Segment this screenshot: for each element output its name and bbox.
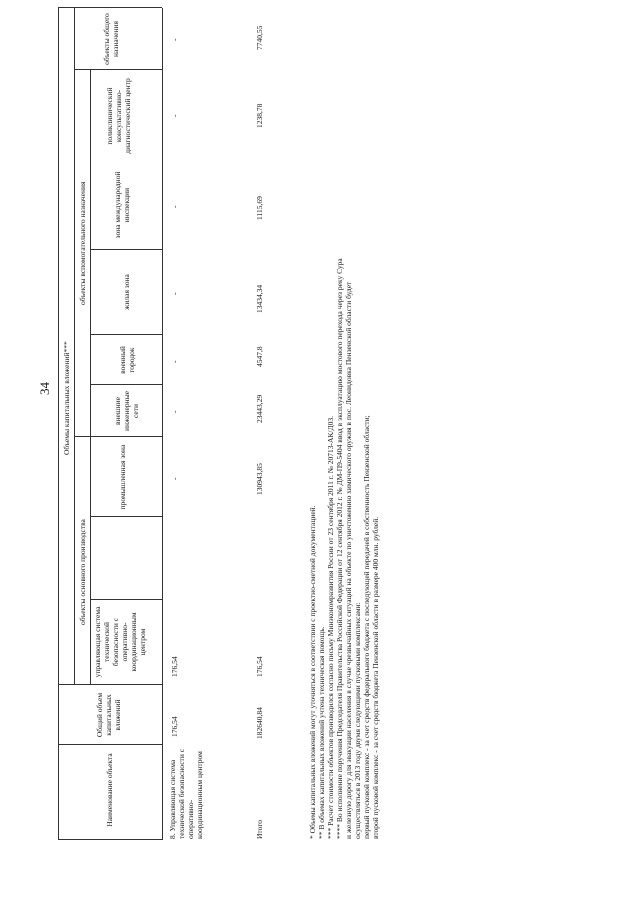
header-col-control: управляющая система технической безопасности с оперативно-координационным центром bbox=[93, 606, 147, 678]
header-bottom-border bbox=[162, 8, 163, 840]
header-main-production: объекты основного производства bbox=[78, 519, 87, 625]
header-volumes: Объемы капитальных вложений*** bbox=[62, 341, 71, 455]
page-number: 34 bbox=[37, 382, 52, 395]
col-divider-military bbox=[90, 384, 162, 385]
row-8-clinic: - bbox=[170, 114, 179, 117]
header-name: Наименование объекта bbox=[105, 753, 114, 827]
footnote-3: *** Расчет стоимости объектов производился согласно письму Минэкономразвития России от 23 сентября 2011 г. № 20713-АК/Д03. bbox=[326, 416, 335, 839]
row-8-inspection: - bbox=[170, 205, 179, 208]
header-col-clinic: поликлинический консультативно-диагностический центр bbox=[105, 78, 132, 154]
row-8-control: 176,54 bbox=[170, 656, 179, 677]
total-row-clinic: 1238,78 bbox=[255, 103, 264, 128]
col-divider-control bbox=[90, 599, 162, 600]
footnote-2: ** В объемах капитальных вложений учтена техническая помощь. bbox=[317, 626, 326, 839]
row-8-general: - bbox=[170, 38, 179, 41]
total-row-total: 182640,84 bbox=[255, 707, 264, 739]
row-8-name: 8. Управляющая система технической безопасности с оперативно-координационным центром bbox=[168, 748, 204, 839]
header-total: Общий объем капитальных вложений bbox=[95, 692, 122, 738]
header-col-industrial: промышленная зона bbox=[118, 444, 127, 510]
row-8-residential: - bbox=[170, 292, 179, 295]
header-col-inspection: зона международной инспекции bbox=[113, 171, 131, 239]
col-divider-clinic bbox=[74, 69, 162, 70]
total-row-inspection: 1115,69 bbox=[255, 196, 264, 220]
total-row-control: 176,54 bbox=[255, 656, 264, 677]
col-divider-residential bbox=[90, 334, 162, 335]
total-row-residential: 13434,34 bbox=[255, 284, 264, 313]
total-row-industrial: 130943,85 bbox=[255, 463, 264, 495]
col-divider-name bbox=[58, 744, 162, 745]
header-general: объекты общего назначения bbox=[102, 13, 120, 65]
footnote-7: первый пусковой комплекс - за счет средств федерального бюджета с последующей передачей в собственность Пензенской области; bbox=[362, 415, 371, 839]
header-col-external: внешние инженерные сети bbox=[113, 391, 140, 431]
header-col-military: военный городок bbox=[118, 346, 136, 374]
header-divider-2 bbox=[90, 70, 91, 685]
table-top-border bbox=[58, 8, 59, 840]
table-left-border bbox=[58, 839, 162, 840]
footnote-6: осуществляться в 2013 году двумя следующими пусковыми комплексами: bbox=[353, 602, 362, 839]
total-row-name: Итого bbox=[255, 820, 264, 839]
row-8-industrial: - bbox=[170, 477, 179, 480]
footnote-4: **** Во исполнение поручения Председателя Правительства Российской Федерации от 12 сентября 2012 г. № ДМ-П9-5404 ввод в эксплуатацию мостового перехода через реку Сура bbox=[335, 258, 344, 839]
col-divider-total bbox=[58, 684, 162, 685]
header-col-residential: жилая зона bbox=[122, 274, 131, 310]
footnote-8: второй пусковой комплекс - за счет средств бюджета Пензенской области в размере 400 млн. рублей. bbox=[371, 516, 380, 839]
row-8-total: 176,54 bbox=[170, 716, 179, 737]
total-row-general: 7740,55 bbox=[255, 25, 264, 50]
col-divider-industrial bbox=[90, 516, 162, 517]
table-right-border bbox=[58, 7, 162, 8]
row-8-external: - bbox=[170, 410, 179, 413]
header-auxiliary: объекты вспомогательного назначения bbox=[78, 181, 87, 305]
row-8-military: - bbox=[170, 360, 179, 363]
col-divider-inspection bbox=[90, 249, 162, 250]
total-row-external: 23443,29 bbox=[255, 394, 264, 423]
footnote-5: и железную дорогу для эвакуации населения в случае чрезвычайных ситуаций на объекте по уничтожению химического оружия в пос. Леонидовка Пензенской области будет bbox=[344, 281, 353, 839]
header-divider-1 bbox=[74, 8, 75, 685]
footnote-1: * Объемы капитальных вложений могут уточняться в соответствии с проектно-сметной документацией. bbox=[308, 505, 317, 839]
col-divider-external bbox=[74, 436, 162, 437]
total-row-military: 4547,8 bbox=[255, 346, 264, 367]
